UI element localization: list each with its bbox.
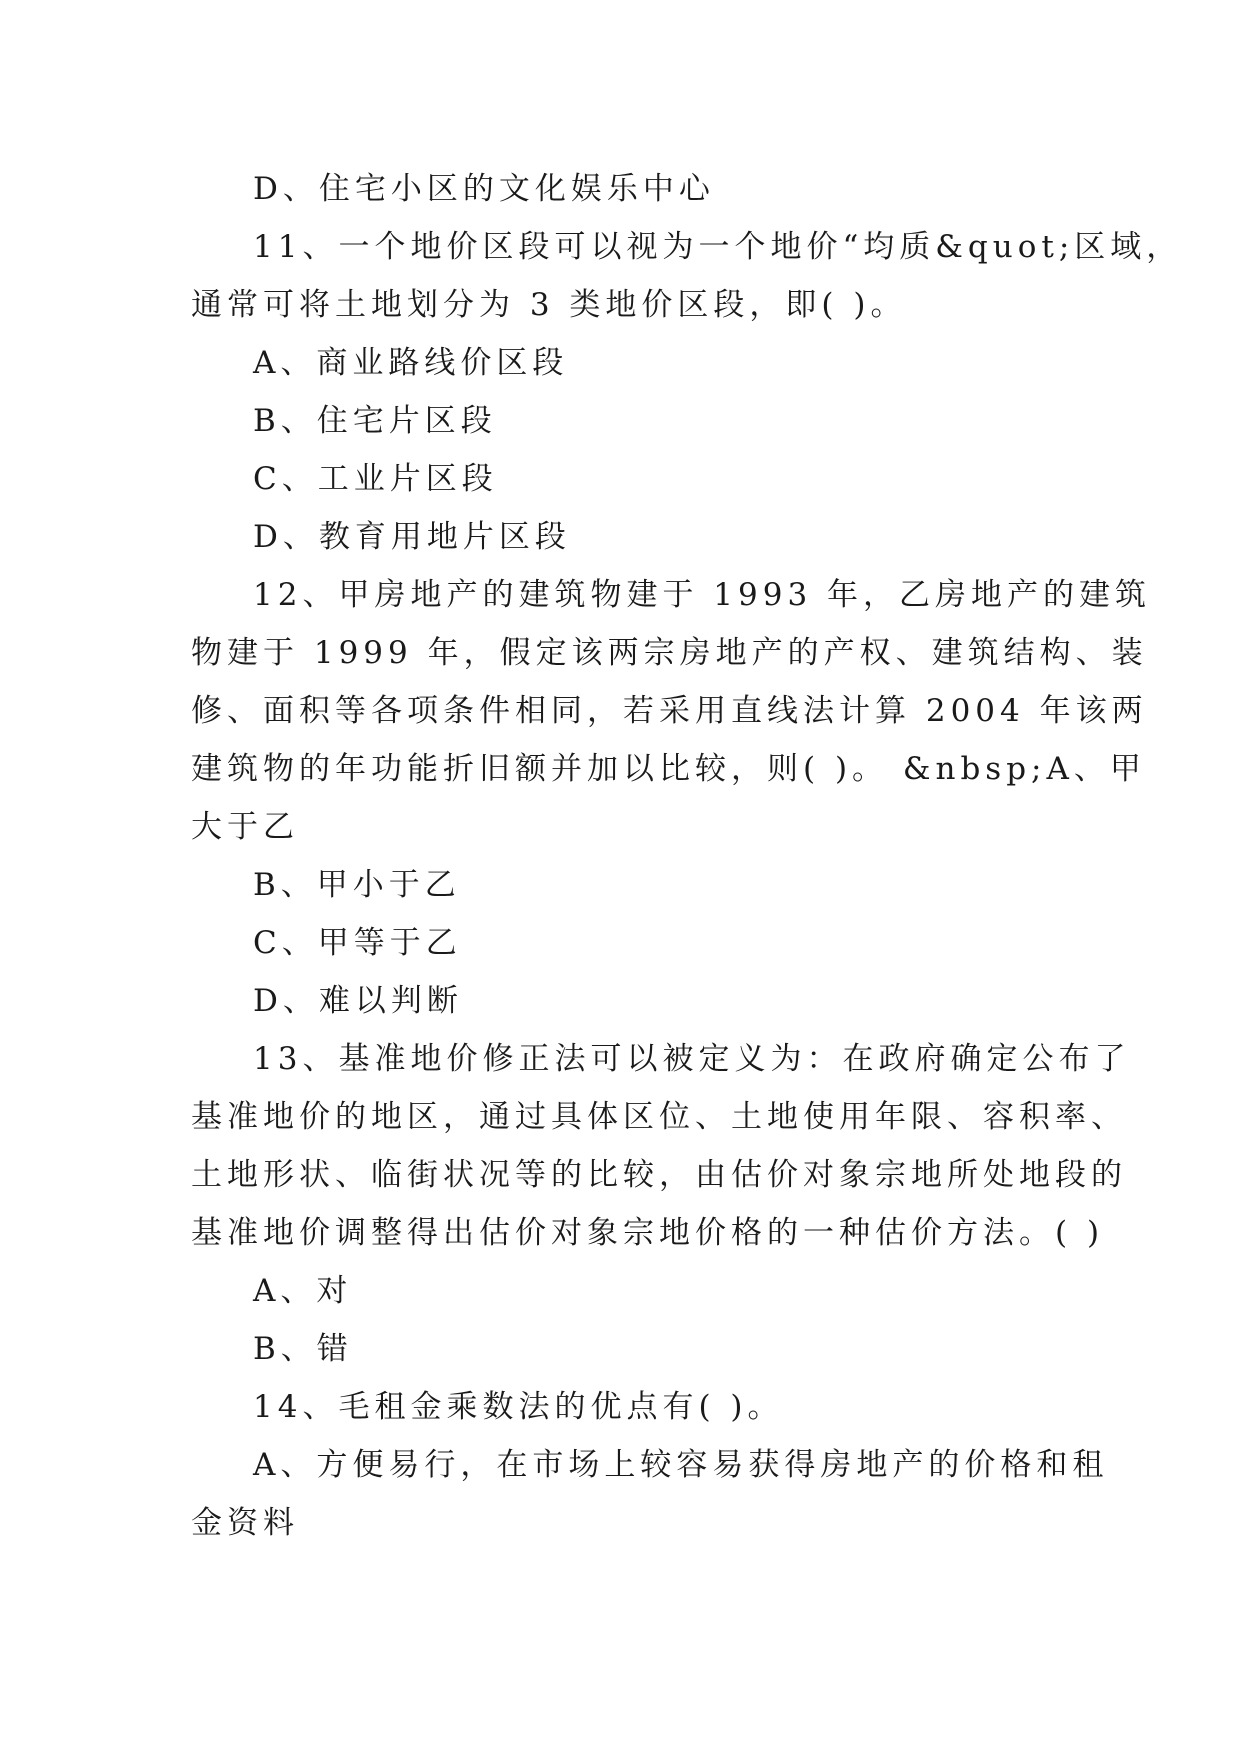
question-13-line-2: 基准地价的地区，通过具体区位、土地使用年限、容积率、: [191, 1099, 1127, 1135]
question-12-line-5: 大于乙: [191, 809, 299, 845]
question-11-line-1: 11、一个地价区段可以视为一个地价“均质&quot;区域，: [253, 229, 1183, 265]
option-d-q10: D、住宅小区的文化娱乐中心: [253, 171, 715, 207]
option-b-q12: B、甲小于乙: [253, 867, 461, 903]
option-c-q11: C、工业片区段: [253, 461, 498, 497]
question-12-line-3: 修、面积等各项条件相同，若采用直线法计算 2004 年该两: [191, 693, 1148, 729]
question-13-line-1: 13、基准地价修正法可以被定义为：在政府确定公布了: [253, 1041, 1131, 1077]
question-14-line-1: 14、毛租金乘数法的优点有( )。: [253, 1389, 784, 1425]
option-b-q11: B、住宅片区段: [253, 403, 497, 439]
question-12-line-4: 建筑物的年功能折旧额并加以比较，则( )。 &nbsp;A、甲: [191, 751, 1146, 787]
option-d-q12: D、难以判断: [253, 983, 463, 1019]
option-a-q13: A、对: [253, 1273, 353, 1309]
question-12-line-2: 物建于 1999 年，假定该两宗房地产的产权、建筑结构、装: [191, 635, 1148, 671]
option-b-q13: B、错: [253, 1331, 353, 1367]
document-body: [191, 160, 1183, 1552]
question-11-line-2: 通常可将土地划分为 3 类地价区段，即( )。: [191, 287, 907, 323]
option-a-q14-line-1: A、方便易行，在市场上较容易获得房地产的价格和租: [253, 1447, 1109, 1483]
question-13-line-4: 基准地价调整得出估价对象宗地价格的一种估价方法。( ): [191, 1215, 1105, 1251]
option-c-q12: C、甲等于乙: [253, 925, 462, 961]
option-a-q11: A、商业路线价区段: [253, 345, 569, 381]
question-13-line-3: 土地形状、临街状况等的比较，由估价对象宗地所处地段的: [191, 1157, 1127, 1193]
option-a-q14-line-2: 金资料: [191, 1505, 299, 1541]
option-d-q11: D、教育用地片区段: [253, 519, 571, 555]
question-12-line-1: 12、甲房地产的建筑物建于 1993 年，乙房地产的建筑: [253, 577, 1152, 613]
